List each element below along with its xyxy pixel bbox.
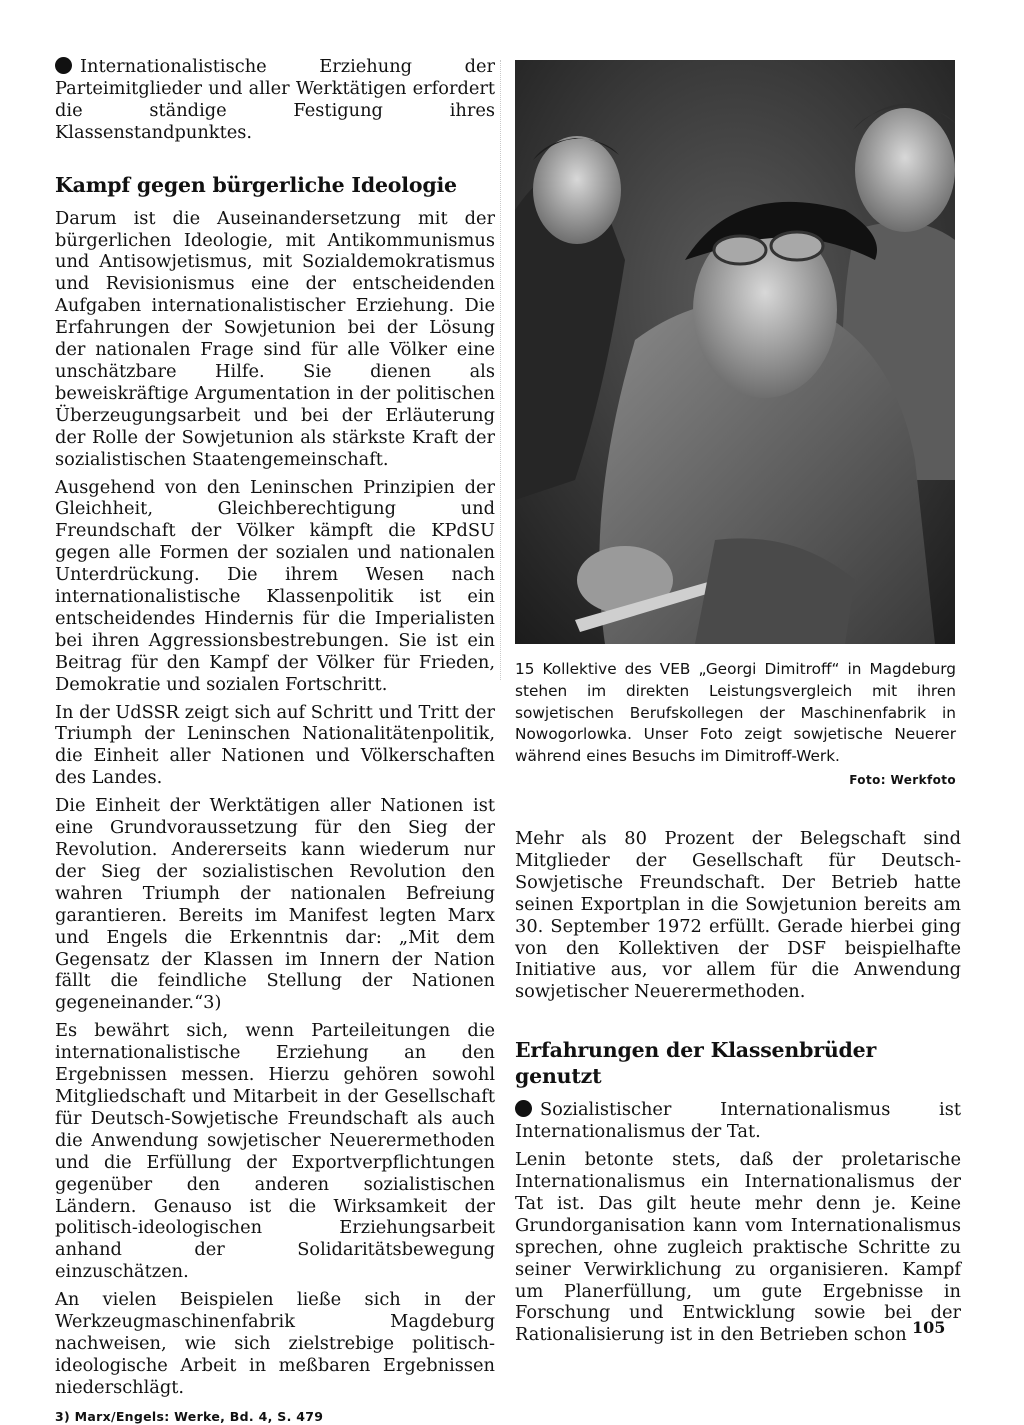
section-heading-klassenbrueder: Erfahrungen der Klassenbrüder genutzt xyxy=(515,1038,877,1089)
intro-bullet-paragraph xyxy=(55,56,495,144)
footnote: 3) Marx/Engels: Werke, Bd. 4, S. 479 xyxy=(55,1408,324,1424)
paragraph: Es bewährt sich, wenn Parteileitungen die internationalistische Erziehung an den Ergebnissen messen. Hierzu gehören sowohl Mitgliedschaft und Mitarbeit in der Gesellschaft für Deutsch-Sowjetische Freundschaft als auch die Anwendung sowjetischer Neuerermethoden und die Erfüllung der Exportverpflichtungen gegenüber den anderen sozialistischen Ländern. Genauso ist die Wirksamkeit der politisch-ideologischen Erziehungsarbeit anhand der Solidaritätsbewegung einzuschätzen. xyxy=(55,1020,495,1283)
photo-credit: Foto: Werkfoto xyxy=(849,773,956,787)
photo-caption: 15 Kollektive des VEB „Georgi Dimitroff“ in Magdeburg stehen im direkten Leistungsvergleich mit ihren sowjetischen Berufskollegen der Maschinenfabrik in Nowogorlowka. Unser Foto zeigt sowjetische Neuerer während eines Besuchs im Dimitroff-Werk. xyxy=(515,660,956,766)
paragraph: Lenin betonte stets, daß der proletarische Internationalismus ein Internationalismus der Tat ist. Das gilt heute mehr denn je. Keine Grundorganisation kann vom Internationalismus sprechen, ohne zugleich praktische Schritte zu seiner Verwirklichung zu organisieren. Kampf um Planerfüllung, um gute Ergebnisse in Forschung und Entwicklung sowie bei der Rationalisierung ist in den Betrieben schon xyxy=(515,1149,961,1346)
intro-bullet-text: Internationalistische Erziehung der Parteimitglieder und aller Werktätigen erfordert die ständige Festigung ihres Klassenstandpunktes. xyxy=(55,56,495,143)
paragraph: Ausgehend von den Leninschen Prinzipien der Gleichheit, Gleichberechtigung und Freundschaft der Völker kämpft die KPdSU gegen alle Formen der sozialen und nationalen Unterdrückung. Die ihrem Wesen nach internationalistische Klassenpolitik ist ein entscheidendes Hindernis für die Imperialisten bei ihren Aggressionsbestrebungen. Sie ist ein Beitrag für den Kampf der Völker für Frieden, Demokratie und sozialen Fortschritt. xyxy=(55,476,495,695)
photo-illustration xyxy=(515,60,955,644)
bullet-text: Sozialistischer Internationalismus ist Internationalismus der Tat. xyxy=(515,1099,961,1143)
right-column xyxy=(515,828,961,1352)
paragraph: Darum ist die Auseinandersetzung mit der bürgerlichen Ideologie, mit Antikommunismus und Antisowjetismus, mit Sozialdemokratismus und Revisionismus eine der entscheidenden Aufgaben internationalistischer Erziehung. Die Erfahrungen der Sowjetunion bei der Lösung der nationalen Frage sind für alle Völker eine unschätzbare Hilfe. Sie dienen als beweiskräftige Argumentation in der politischen Überzeugungsarbeit und bei der Erläuterung der Rolle der Sowjetunion als stärkste Kraft der sozialistischen Staatengemeinschaft. xyxy=(55,207,495,470)
bullet-paragraph xyxy=(515,1099,961,1143)
section-heading-ideologie: Kampf gegen bürgerliche Ideologie xyxy=(55,172,457,197)
bullet-icon xyxy=(55,57,72,74)
column-divider xyxy=(500,60,502,680)
photo-workers xyxy=(515,60,955,644)
bullet-icon xyxy=(515,1100,532,1117)
paragraph: An vielen Beispielen ließe sich in der Werkzeugmaschinenfabrik Magdeburg nachweisen, wie sich zielstrebige politisch-ideologische Arbeit in meßbaren Ergebnissen niederschlägt. xyxy=(55,1289,495,1398)
left-column xyxy=(55,56,495,1425)
page-number: 105 xyxy=(912,1318,946,1337)
paragraph: Die Einheit der Werktätigen aller Nationen ist eine Grundvoraussetzung für den Sieg der Revolution. Andererseits kann wiederum nur der Sieg der sozialistischen Revolution den wahren Triumph der nationalen Befreiung garantieren. Bereits im Manifest legten Marx und Engels die Erkenntnis dar: „Mit dem Gegensatz der Klassen im Innern der Nation fällt die feindliche Stellung der Nationen gegeneinander.“3) xyxy=(55,795,495,1014)
paragraph: Mehr als 80 Prozent der Belegschaft sind Mitglieder der Gesellschaft für Deutsch-Sowjetische Freundschaft. Der Betrieb hatte seinen Exportplan in die Sowjetunion bereits am 30. September 1972 erfüllt. Gerade hierbei ging von den Kollektiven der DSF beispielhafte Initiative aus, vor allem für die Anwendung sowjetischer Neuerermethoden. xyxy=(515,828,961,1003)
paragraph: In der UdSSR zeigt sich auf Schritt und Tritt der Triumph der Leninschen Nationalitätenpolitik, die Einheit aller Nationen und Völkerschaften des Landes. xyxy=(55,701,495,789)
